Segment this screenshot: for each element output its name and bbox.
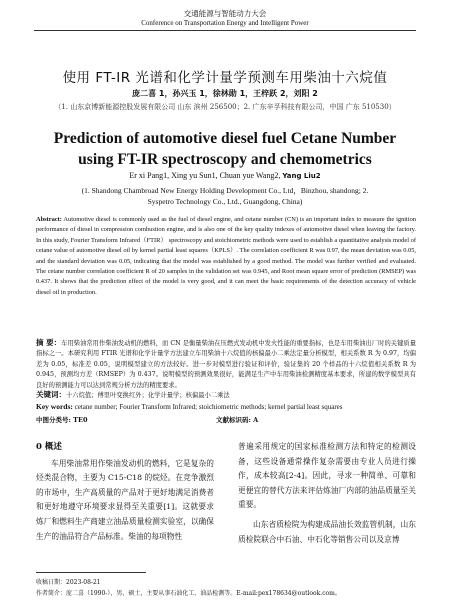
zh-keywords-label: 关键词： [36, 390, 66, 399]
zh-abstract-text: 车用柴油常用作柴油发动机的燃料，而 CN 是衡量柴油在压燃式发动机中发火性能的重要指标，也是车用柴油出厂时的关键质量指标之一。本研究利用 FTIR 光谱和化学计量学方法建立车用柴油十六烷值的核偏最小二乘法定量分析模型，相关系数 R 为 0.97，均偏差为 0.05，标准差 0.05，说明模型建立的方法较好。进一步对模型进行验证和评价，验证集的 20 个样品的十六烷值相关系数 R 为 0.945，预测均方差（RMSEP）为 0.437。说明模型的预测效果很好，能满足生产中车用柴油检测精度基本要求，所建的数学模型具有良好的预测能力可以达到常规分析方法的精度要求。 [36, 340, 416, 389]
section-heading: 0 概述 [36, 442, 62, 452]
en-title-line1: Prediction of automotive diesel fuel Cetane Number [53, 130, 397, 147]
right-column-paragraph-2: 山东省质检院为构建成品油长效监管机制，山东质检院联合中石油、中石化等销售公司以及京博 [238, 519, 416, 544]
left-column-paragraph: 车用柴油常用作柴油发动机的燃料，它是复杂的烃类混合物，主要为 C15-C18 的烷烃。在竞争激烈的市场中，生产高质量的产品对于更好地满足消费者和更好地遵守环境要求显得至关重要[1]。这就要求炼厂和燃料生产商建立油品质量检测实验室，以确保生产的油品符合产品标准。柴油的每项物性 [36, 458, 214, 541]
en-affil-line2: Syspetro Technology Co., Ltd., Guangdong, China) [147, 197, 303, 206]
document-code: 文献标识码: A [216, 416, 259, 424]
footnote-rule [36, 572, 146, 573]
en-authors-last: Yang Liu2 [282, 172, 321, 180]
en-authors-main: Er xi Pang1, Xing yu Sun1, Chuan yue Wang2 [129, 171, 279, 180]
cn-affiliation: （1. 山东京博新能源控股发展有限公司 山东 滨州 256500；2. 广东辛孚科技有限公司，中国 广东 510530） [54, 103, 396, 111]
clc-number: 中图分类号: TE0 [36, 416, 88, 424]
header-en: Conference on Transportation Energy and Intelligent Power [141, 19, 309, 27]
abstract-label: Abstract: [36, 216, 62, 223]
received-date: 收稿日期：2023-08-21 [36, 579, 101, 586]
cn-title: 使用 FT-IR 光谱和化学计量学预测车用柴油十六烷值 [62, 70, 388, 86]
zh-keywords [36, 389, 416, 400]
zh-abstract-label: 摘 要： [36, 338, 62, 347]
left-column [36, 440, 214, 544]
en-affiliation [0, 185, 450, 207]
right-column-paragraph-1: 普遍采用规定的国家标准检测方法和特定的检测设备，这些设备通常操作复杂需要由专业人员进行操作，成本较高[2-4]。因此，寻求一种简单、可靠和更便宜的替代方法来评估炼油厂内部的油品质量至关重要。 [238, 442, 416, 510]
classification-row [36, 415, 416, 424]
en-abstract [36, 215, 416, 298]
zh-abstract [36, 338, 416, 391]
en-keywords [36, 402, 416, 411]
cn-authors: 庞二喜 1，孙兴玉 1，徐林勋 1，王梓跃 2，刘阳 2 [132, 89, 318, 98]
en-keywords-label: Key words: [36, 402, 73, 411]
en-authors: Er xi Pang1, Xing yu Sun1, Chuan yue Wang2, Yang Liu2 [129, 171, 321, 180]
header-cn: 交通能源与智能动力大会 [183, 9, 267, 18]
zh-keywords-text: 十六烷值；傅里叶变换红外；化学计量学；核偏最小二乘法 [66, 392, 230, 399]
en-keywords-text: cetane number; Fourier Transform Infrared; stoichiometric methods; kernel partial least squares [74, 403, 343, 411]
en-affil-line1: (1. Shandong Chambroad New Energy Holding Development Co., Ltd，Binzhou, shandong; 2. [81, 186, 369, 195]
en-title-line2: using FT-IR spectroscopy and chemometrics [78, 151, 372, 168]
abstract-text: Automotive diesel is commonly used as the fuel of diesel engine, and cetane number (CN) is an important index to measure the ignition performance of diesel in compression combustion engine, and is also one of the key quality indexes of automotive diesel when leaving the factory. In this study, Fourier Transform Infrared（FTIR） spectroscopy and stoichiometric methods were used to establish a quantitative analysis model of cetane value of automotive diesel oil by kernel partial least squares（KPLS）. The correlation coefficient R was 0.97, the mean deviation was 0.05, and the standard deviation was 0.05, indicating that the model was established by a good method. The model was further verified and evaluated. The cetane number correlation coefficient R of 20 samples in the validation set was 0.945, and Root mean square error of prediction (RMSEP) was 0.437. It shows that the prediction effect of the model is very good, and it can meet the basic requirements of the detection accuracy of vehicle diesel oil in production. [36, 216, 416, 296]
en-title [0, 128, 450, 170]
header-rule [34, 30, 416, 31]
author-bio: 作者简介：庞二喜（1990-），男，硕士，主要从事石油化工、油品检测等。E-mail:pex178634@outlook.com。 [36, 590, 341, 597]
right-column [238, 440, 416, 547]
